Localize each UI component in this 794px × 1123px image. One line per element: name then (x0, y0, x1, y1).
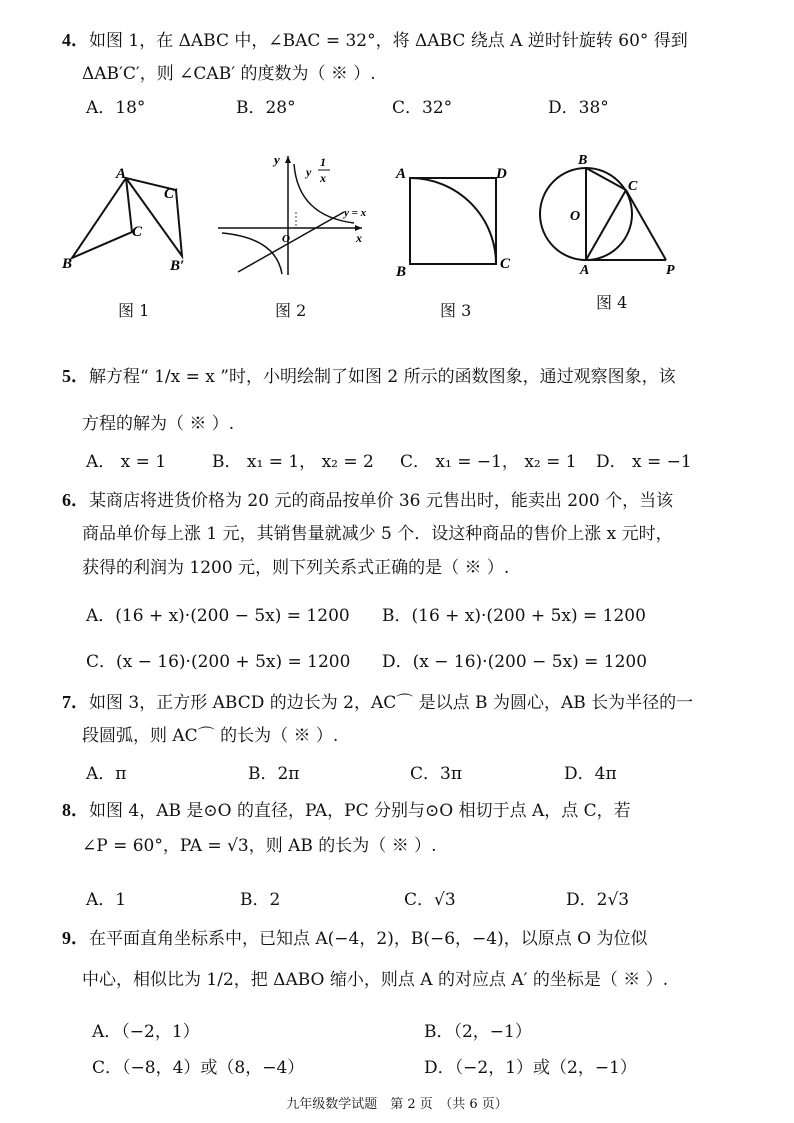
fig2-label-x-axis: x (356, 231, 362, 245)
q7-number: 7． (62, 692, 89, 712)
q7-text-1: 如图 3，正方形 ABCD 的边长为 2，AC⌒ 是以点 B 为圆心，AB 长为半径的一 (89, 693, 694, 713)
q8-option-a: A．1 (86, 890, 127, 910)
q7-option-d: D．4π (564, 764, 617, 784)
fig2-label-origin: O (282, 233, 290, 245)
q6-number: 6． (62, 490, 89, 510)
q8-option-c: C．√3 (404, 890, 456, 910)
fig1-label-b: B (62, 256, 73, 272)
q4-option-a: A．18° (86, 98, 146, 118)
q4-option-c: C．32° (392, 98, 453, 118)
fig3-label-b: B (396, 264, 407, 280)
fig3-label-c: C (500, 256, 511, 272)
q6-option-a: A．(16 + x)·(200 − 5x) = 1200 (86, 606, 350, 626)
q5-option-c: C． x₁ = −1， x₂ = 1 (400, 452, 577, 472)
q5-line2: 方程的解为（ ※ ）. (82, 414, 235, 434)
q7-option-b: B．2π (248, 764, 300, 784)
q5-option-b: B． x₁ = 1， x₂ = 2 (212, 452, 374, 472)
q9-option-c: C．（−8，4）或（8，−4） (92, 1058, 305, 1078)
q5-option-d: D． x = −1 (596, 452, 692, 472)
fig1-caption: 图 1 (118, 301, 150, 320)
q9-option-a: A．（−2，1） (92, 1022, 200, 1042)
q7-line1 (62, 690, 693, 715)
fig2-label-y-axis: y (274, 152, 280, 167)
fig3-caption: 图 3 (440, 301, 472, 320)
fig3-label-d: D (496, 166, 507, 182)
q5-line1 (62, 364, 676, 389)
q9-option-d: D．（−2，1）或（2，−1） (424, 1058, 637, 1078)
q8-number: 8． (62, 800, 89, 820)
fig4-label-a: A (580, 263, 590, 278)
q6-line3: 获得的利润为 1200 元，则下列关系式正确的是（ ※ ）. (82, 558, 510, 578)
fig4-label-o: O (570, 209, 581, 224)
fig4-label-p: P (666, 263, 675, 278)
q8-text-1: 如图 4，AB 是⊙O 的直径，PA，PC 分别与⊙O 相切于点 A，点 C，若 (89, 801, 631, 821)
fig3-label-a: A (396, 166, 407, 182)
q5-number: 5． (62, 366, 89, 386)
q4-option-b: B．28° (236, 98, 296, 118)
q8-line2: ∠P = 60°，PA = √3，则 AB 的长为（ ※ ）. (82, 836, 437, 856)
q9-line1 (62, 926, 647, 951)
figure-2 (212, 150, 372, 280)
figure-3 (392, 160, 522, 280)
q5-option-a: A． x = 1 (86, 452, 167, 472)
q7-option-c: C．3π (410, 764, 462, 784)
fig1-label-c-prime: C′ (164, 186, 179, 202)
fig4-caption: 图 4 (596, 293, 628, 312)
q4-line2: ΔAB′C′，则 ∠CAB′ 的度数为（ ※ ）. (82, 64, 376, 84)
fig2-label-y-eq: y (306, 165, 312, 179)
q7-option-a: A．π (86, 764, 127, 784)
fig2-caption: 图 2 (275, 301, 307, 320)
q7-line2: 段圆弧，则 AC⌒ 的长为（ ※ ）. (82, 726, 339, 746)
q9-text-1: 在平面直角坐标系中，已知点 A(−4，2)，B(−6，−4)，以原点 O 为位似 (89, 929, 648, 949)
figure-4 (530, 150, 690, 280)
fig4-label-b: B (578, 153, 588, 168)
fig2-label-x-denominator: x (320, 171, 326, 185)
q4-line1 (62, 28, 688, 53)
q4-number: 4． (62, 30, 89, 50)
q9-number: 9． (62, 928, 89, 948)
q5-text-1: 解方程“ 1/x = x ”时，小明绘制了如图 2 所示的函数图象，通过观察图象，该 (89, 367, 676, 387)
q4-option-d: D．38° (548, 98, 609, 118)
q6-option-c: C．(x − 16)·(200 + 5x) = 1200 (86, 652, 351, 672)
fig2-label-y-equals-x: y = x (344, 207, 367, 219)
q8-line1 (62, 798, 631, 823)
q6-line1 (62, 488, 673, 513)
figure-1 (58, 160, 198, 280)
q9-line2: 中心，相似比为 1/2，把 ΔABO 缩小，则点 A 的对应点 A′ 的坐标是（ ※ ）. (82, 970, 669, 990)
q6-option-d: D．(x − 16)·(200 − 5x) = 1200 (382, 652, 648, 672)
fig1-label-b-prime: B′ (170, 258, 185, 274)
page-footer: 九年级数学试题 第 2 页 （共 6 页） (286, 1097, 508, 1112)
q9-option-b: B．（2，−1） (424, 1022, 532, 1042)
fig1-label-c: C (132, 224, 143, 240)
q4-text-1: 如图 1，在 ΔABC 中，∠BAC = 32°，将 ΔABC 绕点 A 逆时针旋转 60° 得到 (89, 31, 688, 51)
q6-text-1: 某商店将进货价格为 20 元的商品按单价 36 元售出时，能卖出 200 个，当该 (89, 491, 674, 511)
q6-line2: 商品单价每上涨 1 元，其销售量就减少 5 个．设这种商品的售价上涨 x 元时， (82, 524, 673, 544)
q8-option-d: D．2√3 (566, 890, 630, 910)
fig2-label-one: 1 (320, 155, 326, 169)
fig1-label-a: A (116, 166, 127, 182)
fig4-label-c: C (628, 179, 638, 194)
q6-option-b: B．(16 + x)·(200 + 5x) = 1200 (382, 606, 646, 626)
q8-option-b: B．2 (240, 890, 281, 910)
